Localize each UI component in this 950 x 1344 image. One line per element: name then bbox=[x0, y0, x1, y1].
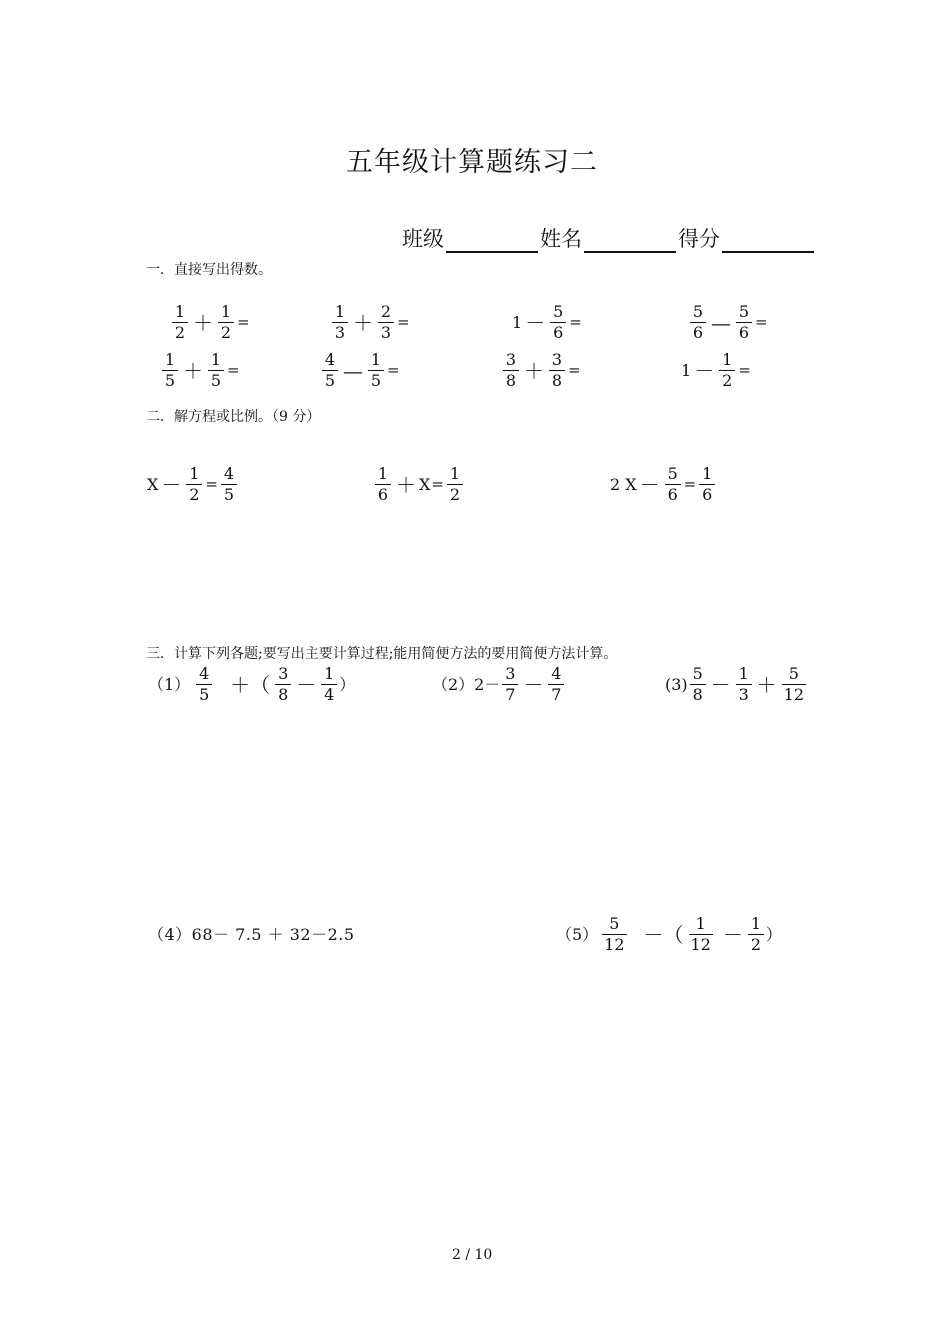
operator: ＋（ bbox=[230, 672, 271, 697]
fraction bbox=[447, 466, 463, 503]
math-term: ） bbox=[339, 674, 356, 694]
s3-problem5 bbox=[556, 916, 782, 953]
numerator: 1 bbox=[189, 464, 200, 483]
s1-row2-expr4 bbox=[681, 352, 752, 389]
numerator: 1 bbox=[220, 302, 232, 321]
s3-problem2 bbox=[432, 666, 566, 703]
math-term: ） bbox=[765, 924, 782, 944]
denominator: 3 bbox=[332, 322, 348, 341]
numerator: 5 bbox=[667, 464, 678, 483]
math-term: (3) bbox=[665, 674, 688, 694]
class-blank[interactable] bbox=[446, 227, 538, 253]
equals-sign: = bbox=[738, 361, 751, 379]
denominator: 5 bbox=[221, 484, 237, 503]
denominator: 6 bbox=[690, 322, 706, 341]
denominator: 5 bbox=[322, 370, 338, 389]
operator: － bbox=[296, 672, 317, 697]
score-blank[interactable] bbox=[722, 227, 814, 253]
operator: ＋ bbox=[193, 310, 213, 335]
s1-row2-expr1 bbox=[160, 352, 241, 389]
denominator: 8 bbox=[549, 370, 565, 389]
s1-row1-expr2 bbox=[330, 304, 411, 341]
denominator: 6 bbox=[736, 322, 752, 341]
denominator: 6 bbox=[699, 484, 715, 503]
numerator: 1 bbox=[174, 302, 186, 321]
equals-sign: = bbox=[683, 475, 697, 493]
numerator: 3 bbox=[278, 664, 289, 683]
denominator: 7 bbox=[502, 684, 518, 703]
operator: － bbox=[161, 472, 182, 497]
fraction bbox=[502, 666, 518, 703]
denominator: 3 bbox=[736, 684, 752, 703]
denominator: 6 bbox=[375, 484, 391, 503]
operator: － bbox=[525, 310, 546, 335]
denominator: 12 bbox=[783, 685, 805, 704]
math-term: X bbox=[419, 474, 431, 494]
s1-row1-expr4 bbox=[688, 304, 769, 341]
fraction bbox=[186, 466, 202, 503]
numerator: 5 bbox=[609, 914, 620, 933]
fraction bbox=[550, 304, 566, 341]
operator: － bbox=[523, 672, 544, 697]
s3-problem3 bbox=[665, 666, 808, 703]
denominator: 5 bbox=[196, 684, 212, 703]
fraction bbox=[378, 304, 394, 341]
operator: －（ bbox=[643, 922, 684, 947]
fraction bbox=[748, 916, 764, 953]
fraction bbox=[699, 466, 715, 503]
student-info-line bbox=[402, 223, 816, 253]
numerator: 4 bbox=[223, 464, 235, 483]
numerator: 1 bbox=[164, 350, 176, 369]
equals-sign: = bbox=[227, 361, 240, 379]
operator: ＋ bbox=[756, 672, 777, 697]
denominator: 2 bbox=[719, 370, 735, 389]
operator: ＋ bbox=[524, 358, 544, 383]
fraction bbox=[689, 916, 713, 953]
s3-problem1 bbox=[148, 666, 355, 703]
numerator: 2 bbox=[380, 302, 392, 321]
operator: － bbox=[710, 672, 731, 697]
fraction bbox=[548, 666, 564, 703]
fraction bbox=[503, 352, 519, 389]
denominator: 2 bbox=[748, 934, 764, 953]
denominator: 6 bbox=[550, 322, 566, 341]
page-number: 2 / 10 bbox=[452, 1247, 493, 1263]
section3-heading: 三．计算下列各题;要写出主要计算过程;能用简便方法的要用简便方法计算。 bbox=[146, 646, 618, 662]
numerator: 5 bbox=[788, 664, 799, 683]
operator: ＋ bbox=[183, 358, 203, 383]
s1-row1-expr1 bbox=[170, 304, 251, 341]
denominator: 4 bbox=[321, 684, 337, 703]
page-title: 五年级计算题练习二 bbox=[346, 147, 598, 178]
s1-row2-expr3 bbox=[501, 352, 582, 389]
equals-sign: = bbox=[387, 361, 400, 379]
numerator: 5 bbox=[738, 302, 750, 321]
fraction bbox=[602, 916, 626, 953]
numerator: 3 bbox=[551, 350, 563, 369]
denominator: 12 bbox=[604, 935, 625, 954]
s2-equation2 bbox=[373, 466, 465, 503]
denominator: 3 bbox=[378, 322, 394, 341]
numerator: 1 bbox=[722, 350, 733, 369]
fraction bbox=[719, 352, 735, 389]
math-term: （2）2－ bbox=[432, 674, 501, 694]
numerator: 5 bbox=[553, 302, 564, 321]
section1-heading: 一．直接写出得数。 bbox=[146, 262, 272, 278]
score-label: 得分 bbox=[678, 227, 720, 251]
fraction bbox=[221, 466, 237, 503]
numerator: 1 bbox=[695, 914, 706, 933]
equals-sign: = bbox=[568, 361, 581, 379]
s1-row1-expr3 bbox=[512, 304, 583, 341]
fraction bbox=[322, 352, 338, 389]
fraction bbox=[549, 352, 565, 389]
numerator: 4 bbox=[199, 664, 210, 683]
name-blank[interactable] bbox=[584, 227, 676, 253]
operator: ＋ bbox=[396, 472, 416, 497]
numerator: 1 bbox=[750, 914, 761, 933]
denominator: 5 bbox=[368, 370, 384, 389]
fraction bbox=[690, 666, 706, 703]
denominator: 2 bbox=[172, 322, 188, 341]
fraction bbox=[736, 304, 752, 341]
denominator: 8 bbox=[275, 684, 291, 703]
fraction bbox=[665, 466, 681, 503]
equals-sign: = bbox=[237, 313, 250, 331]
numerator: 4 bbox=[324, 350, 336, 369]
s3-problem4: （4）68－ 7.5 ＋ 32－2.5 bbox=[148, 925, 355, 944]
fraction bbox=[782, 666, 806, 703]
math-term: （5） bbox=[556, 924, 599, 944]
s2-equation3 bbox=[610, 466, 717, 503]
equals-sign: = bbox=[755, 313, 768, 331]
denominator: 6 bbox=[665, 484, 681, 503]
fraction bbox=[275, 666, 291, 703]
fraction bbox=[218, 304, 234, 341]
math-term: （1） bbox=[148, 674, 191, 694]
denominator: 2 bbox=[186, 484, 202, 503]
numerator: 1 bbox=[702, 464, 713, 483]
section2-heading: 二．解方程或比例。（9 分） bbox=[146, 409, 321, 425]
equals-sign: = bbox=[205, 475, 218, 493]
operator: — bbox=[343, 358, 363, 383]
numerator: 1 bbox=[738, 664, 749, 683]
equals-sign: = bbox=[397, 313, 410, 331]
math-term: 1 bbox=[512, 312, 523, 332]
denominator: 8 bbox=[503, 370, 519, 389]
numerator: 4 bbox=[551, 664, 562, 683]
numerator: 5 bbox=[692, 302, 704, 321]
s1-row2-expr2 bbox=[320, 352, 401, 389]
numerator: 1 bbox=[334, 302, 346, 321]
operator: ＋ bbox=[353, 310, 373, 335]
numerator: 3 bbox=[505, 664, 516, 683]
operator: － bbox=[639, 472, 660, 497]
denominator: 5 bbox=[162, 370, 178, 389]
numerator: 1 bbox=[370, 350, 382, 369]
numerator: 5 bbox=[692, 664, 703, 683]
operator: － bbox=[722, 922, 743, 947]
fraction bbox=[368, 352, 384, 389]
numerator: 3 bbox=[505, 350, 517, 369]
class-label: 班级 bbox=[402, 227, 444, 251]
fraction bbox=[162, 352, 178, 389]
math-term: X bbox=[147, 474, 159, 494]
fraction bbox=[196, 666, 212, 703]
s2-equation1 bbox=[147, 466, 239, 503]
denominator: 2 bbox=[447, 484, 463, 503]
numerator: 1 bbox=[449, 464, 461, 483]
denominator: 12 bbox=[690, 935, 711, 954]
equals-sign: = bbox=[569, 313, 582, 331]
fraction bbox=[208, 352, 224, 389]
denominator: 7 bbox=[548, 684, 564, 703]
fraction bbox=[321, 666, 337, 703]
denominator: 2 bbox=[218, 322, 234, 341]
operator: — bbox=[711, 310, 731, 335]
fraction bbox=[690, 304, 706, 341]
fraction bbox=[375, 466, 391, 503]
denominator: 8 bbox=[690, 684, 706, 703]
numerator: 1 bbox=[377, 464, 389, 483]
fraction bbox=[172, 304, 188, 341]
math-term: 2 X bbox=[610, 474, 637, 494]
operator: － bbox=[694, 358, 715, 383]
equals-sign: = bbox=[431, 475, 444, 493]
fraction bbox=[736, 666, 752, 703]
denominator: 5 bbox=[208, 370, 224, 389]
numerator: 1 bbox=[210, 350, 222, 369]
numerator: 1 bbox=[324, 664, 335, 683]
name-label: 姓名 bbox=[540, 227, 582, 251]
fraction bbox=[332, 304, 348, 341]
math-term: 1 bbox=[681, 360, 692, 380]
